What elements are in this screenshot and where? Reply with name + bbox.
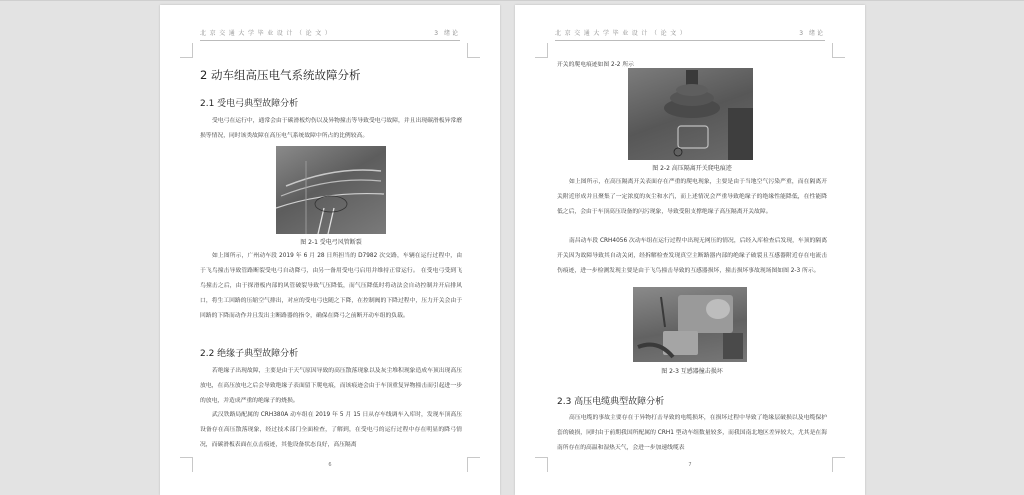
crop-mark [467,43,480,58]
figure-2-3-caption: 图 2-3 互感器撞击损坏 [661,368,723,375]
paragraph: 武汉铁路局配属的 CRH380A 动车组在 2019 年 5 月 15 日从存车线调车入库时，发现车顶高压设备存在高压散落现象，经过技术部门全面检查，了解到，在受电弓的运行过程中存在明显的降弓情况，而碳滑板表面在点击痕迹，其他设备状态良好，高压隔离 [200,412,462,448]
section-heading-2-1: 2.1 受电弓典型故障分析 [200,99,299,109]
page-header [200,28,460,41]
crop-mark [832,43,845,58]
viewer-top-edge [0,0,1024,1]
page-header [555,28,825,41]
figure-2-2-caption: 图 2-2 高压隔离开关爬电痕迹 [652,165,732,172]
document-page-6 [160,5,500,495]
crop-mark [180,43,193,58]
header-title: 北京交通大学毕业设计（论文） [200,30,335,37]
section-heading-2-2: 2.2 绝缘子典型故障分析 [200,349,299,359]
document-page-7 [515,5,865,495]
figure-2-1-image [276,146,386,234]
paragraph: 南昌动车段 CRH4056 次动车组在运行过程中出现无网压的情况，后经入库检查后发现，车顶的隔离开关因为故障导致其自动关闭，经拆解检查发现真空主断路器内部的绝缘子破裂且互感器附近存在电流击伤痕迹，进一步检测发现主要是由于飞鸟撞击导致的互感器损坏，撞击损坏事故现场图如图 2-3 所示。 [557,238,827,274]
header-title: 北京交通大学毕业设计（论文） [555,30,690,37]
figure-2-3-image [633,287,747,362]
paragraph: 如上图所示，在高压隔离开关表面存在严重的爬电现象，主要是由于当地空气污染严重，而在隔离开关附近形成并且聚集了一定浓度的灰尘和水汽，而上述情况会严重导致绝缘子的绝缘性能降低，在性能降低之后，会由于车顶高压设备的闪污现象，导致受阻支撑绝缘子高压隔离开关故障。 [557,179,827,215]
figure-2-2-image [628,68,753,160]
figure-2-1-caption: 图 2-1 受电弓风管断裂 [300,239,362,246]
page-number: 7 [688,462,692,468]
transformer-photo-icon [633,287,747,362]
paragraph: 高压电缆的事故主要存在于异物打击导致的电缆损坏，在损坏过程中导致了绝缘层破损以及电缆保护套的破损，同时由于前期我国所配属的 CRH1 型动车组数量较多，而我国南北地区差异较大，尤其是在海南所存在的高温和湿热天气，会进一步加速线缆表 [557,415,827,451]
pantograph-photo-icon [276,146,386,234]
page-number: 6 [328,462,332,468]
chapter-title: 2 动车组高压电气系统故障分析 [200,68,361,82]
paragraph: 若绝缘子出现故障，主要是由于天气原因导致的高压散落现象以及灰尘堆积现象造成车顶出现高压放电，在高压放电之后会导致绝缘子表面留下爬电痕，而该痕迹会由于车顶重复异物撞击而引起进一步的放电，并造成严重的绝缘子的烧损。 [200,368,462,404]
paragraph: 开关的爬电痕迹如图 2-2 所示 [557,62,634,68]
section-heading-2-3: 2.3 高压电缆典型故障分析 [557,397,665,407]
paragraph: 如上图所示，广州动车段 2019 年 6 月 28 日所担当的 D7982 次交路，车辆在运行过程中，由于飞鸟撞击导致管路断裂受电弓自动降弓，由另一备用受电弓启用并维持正常运行。 在受电弓受到飞鸟撞击之后，由于探滑板内部的风管破裂导致气压降低，而气压降低时将动法会自动控制并开启排风口，将生工回路的压缩空气排出，对应的受电弓也随之下降，在控制阀的下降过程中，压力开关会由于回路的下降而动作并且发出主断路器的指令，确保在降弓之前断开动车组的负载。 [200,253,462,319]
paragraph: 受电弓在运行中，通常会由于碳滑板灼伤以及异物撞击等导致受电弓故障，并且出现碳滑板异常磨损等情况，同时该类故障在高压电气系统故障中所占的比例较高。 [200,118,462,139]
header-chapter: 3 绪论 [434,30,460,37]
isolator-switch-photo-icon [628,68,753,160]
crop-mark [535,43,548,58]
header-chapter: 3 绪论 [799,30,825,37]
